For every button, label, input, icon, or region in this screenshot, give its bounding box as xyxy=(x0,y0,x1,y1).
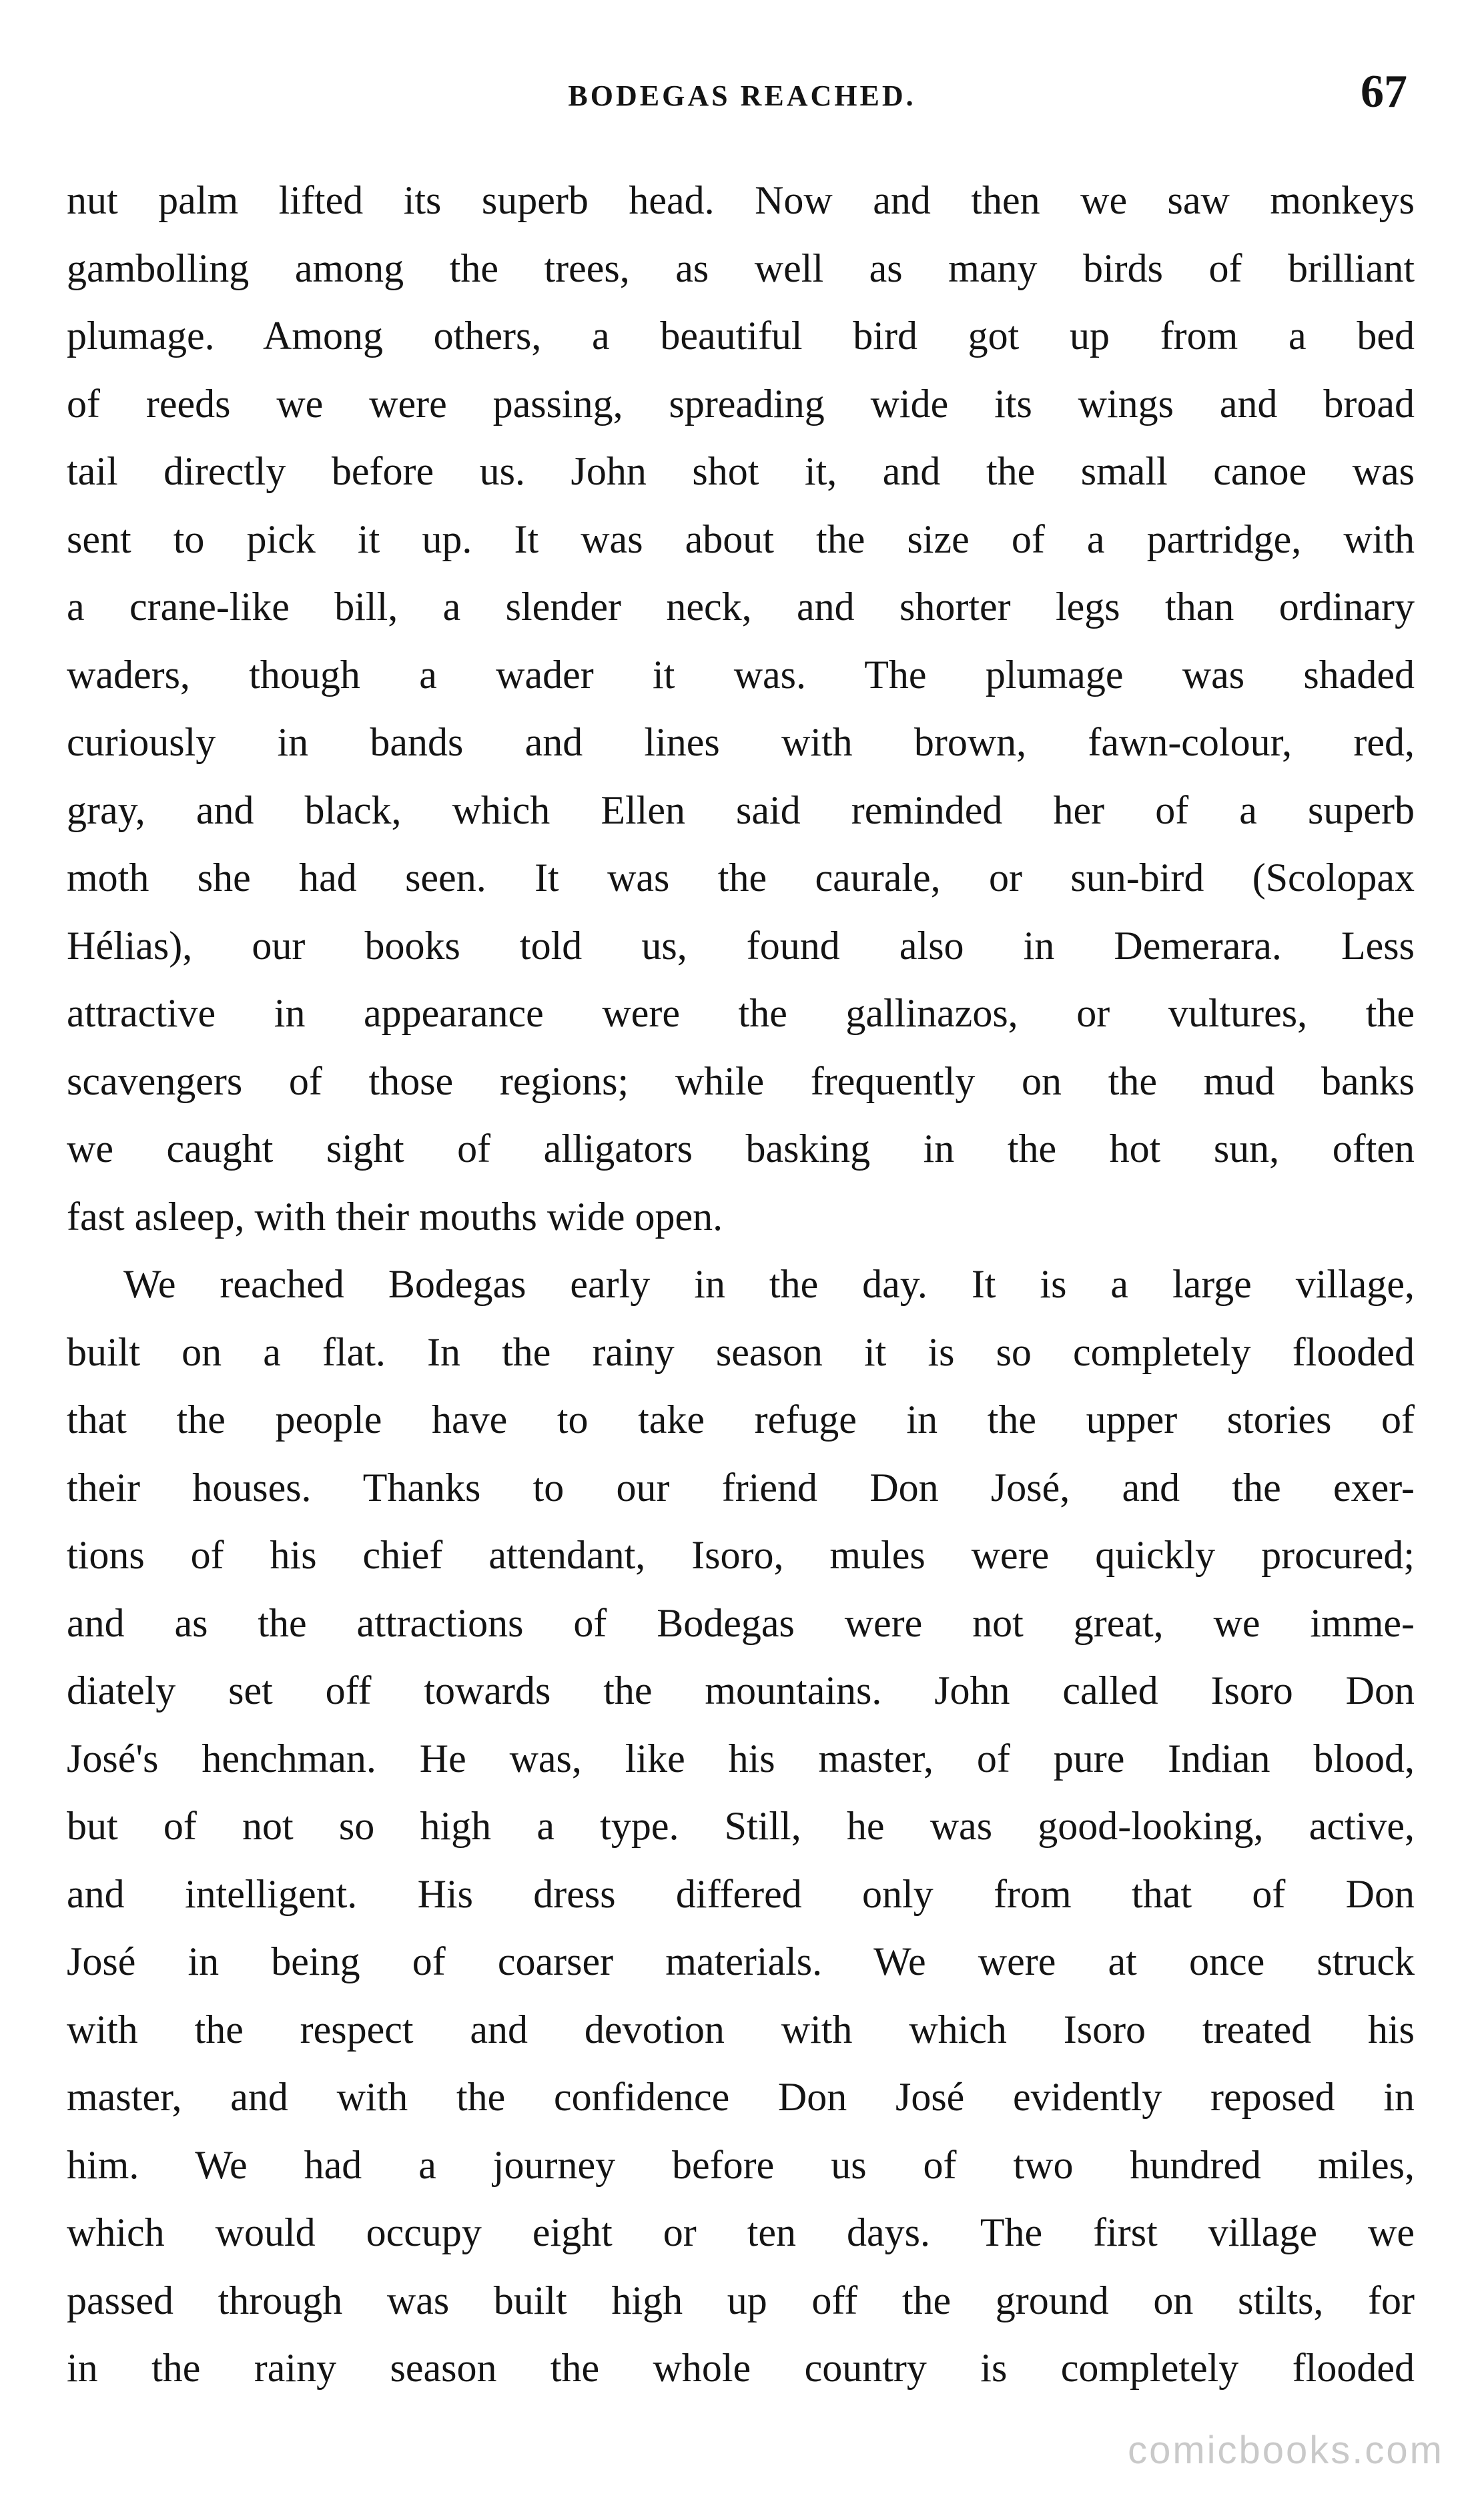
text-line: moth she had seen. It was the caurale, or sun-bird (Scolopax xyxy=(67,856,1415,900)
text-line: but of not so high a type. Still, he was good-looking, active, xyxy=(67,1804,1415,1848)
text-line: attractive in appearance were the gallinazos, or vultures, the xyxy=(67,991,1415,1035)
text-line: that the people have to take refuge in the upper stories of xyxy=(67,1397,1415,1442)
text-line: tail directly before us. John shot it, and the small canoe was xyxy=(67,449,1415,493)
text-line: Hélias), our books told us, found also in Demerara. Less xyxy=(67,923,1415,968)
text-line: José's henchman. He was, like his master, of pure Indian blood, xyxy=(67,1736,1415,1781)
text-line: gambolling among the trees, as well as many birds of brilliant xyxy=(67,246,1415,290)
text-line: master, and with the confidence Don José evidently reposed in xyxy=(67,2075,1415,2119)
watermark: comicbooks.com xyxy=(1128,2429,1444,2472)
text-line: gray, and black, which Ellen said reminded her of a superb xyxy=(67,788,1415,832)
text-line: and as the attractions of Bodegas were not great, we imme- xyxy=(67,1600,1415,1645)
text-line: we caught sight of alligators basking in the hot sun, often xyxy=(67,1127,1415,1171)
page-number: 67 xyxy=(1361,66,1407,117)
text-line: nut palm lifted its superb head. Now and then we saw monkeys xyxy=(67,178,1415,222)
text-line: sent to pick it up. It was about the size of a partridge, with xyxy=(67,517,1415,561)
paragraph-start-line: We reached Bodegas early in the day. It is a large village, xyxy=(123,1262,1415,1306)
running-head: BODEGAS REACHED. xyxy=(568,79,916,112)
text-line: passed through was built high up off the ground on stilts, for xyxy=(67,2278,1415,2322)
text-line: scavengers of those regions; while frequently on the mud banks xyxy=(67,1058,1415,1103)
text-line: which would occupy eight or ten days. The first village we xyxy=(67,2210,1415,2254)
text-line: diately set off towards the mountains. John called Isoro Don xyxy=(67,1668,1415,1712)
text-line: a crane-like bill, a slender neck, and shorter legs than ordinary xyxy=(67,585,1415,629)
text-line: waders, though a wader it was. The plumage was shaded xyxy=(67,652,1415,697)
text-line: curiously in bands and lines with brown, fawn-colour, red, xyxy=(67,720,1415,764)
text-line: José in being of coarser materials. We were at once struck xyxy=(67,1939,1415,1983)
text-line: and intelligent. His dress differed only from that of Don xyxy=(67,1871,1415,1916)
text-line: him. We had a journey before us of two hundred miles, xyxy=(67,2142,1415,2187)
text-line: with the respect and devotion with which Isoro treated his xyxy=(67,2007,1415,2052)
text-line: fast asleep, with their mouths wide open. xyxy=(67,1194,723,1239)
text-line: plumage. Among others, a beautiful bird got up from a bed xyxy=(67,314,1415,358)
text-line: in the rainy season the whole country is completely flooded xyxy=(67,2346,1415,2390)
text-line: built on a flat. In the rainy season it is so completely flooded xyxy=(67,1329,1415,1374)
text-line: tions of his chief attendant, Isoro, mules were quickly procured; xyxy=(67,1533,1415,1577)
body-text xyxy=(67,167,1415,2403)
text-line: of reeds we were passing, spreading wide its wings and broad xyxy=(67,381,1415,426)
text-line: their houses. Thanks to our friend Don José, and the exer- xyxy=(67,1465,1415,1510)
